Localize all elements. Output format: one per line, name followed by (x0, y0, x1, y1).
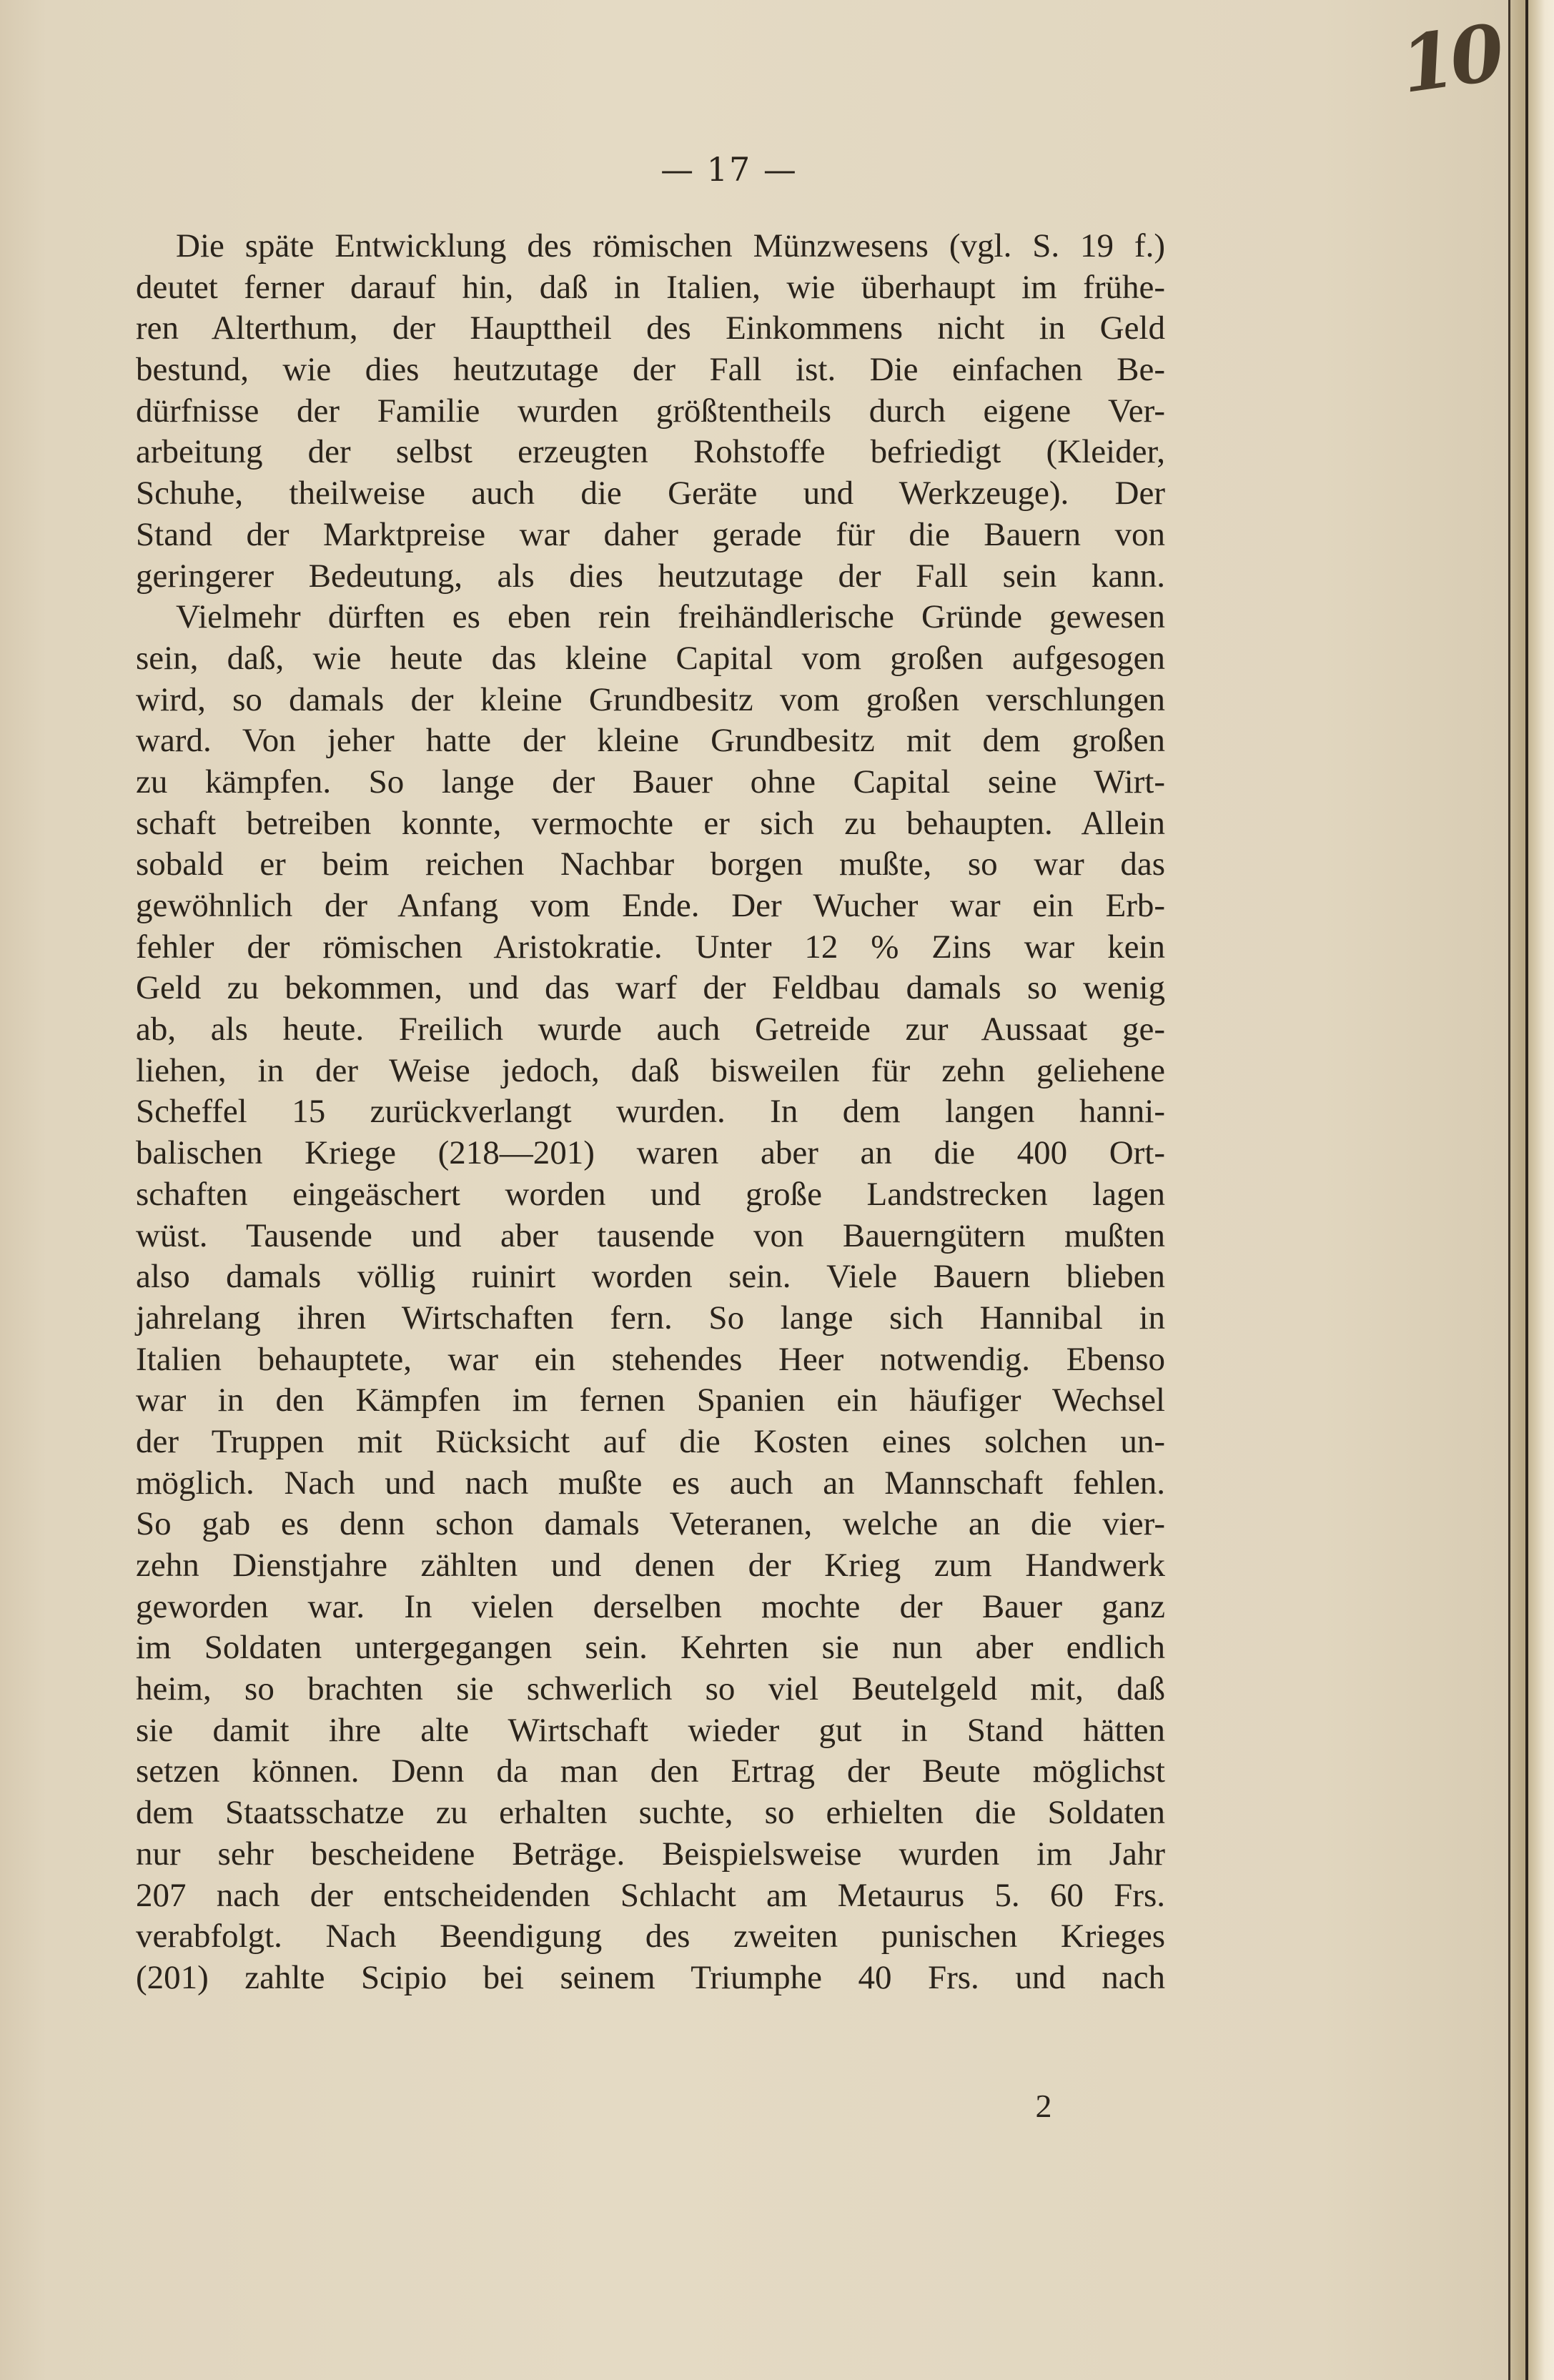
text-line: sobald er beim reichen Nachbar borgen mußte, so war das (136, 846, 1165, 883)
text-line: deutet ferner darauf hin, daß in Italien, wie überhaupt im frühe- (136, 268, 1165, 306)
text-line: Scheffel 15 zurückverlangt wurden. In dem langen hanni- (136, 1093, 1165, 1131)
text-line: im Soldaten untergegangen sein. Kehrten sie nun aber endlich (136, 1629, 1165, 1667)
body-text (136, 226, 1165, 1999)
text-line: jahrelang ihren Wirtschaften fern. So lange sich Hannibal in (136, 1299, 1165, 1337)
signature-mark: 2 (1035, 2088, 1052, 2124)
text-line: dem Staatsschatze zu erhalten suchte, so erhielten die Soldaten (136, 1794, 1165, 1832)
text-line: möglich. Nach und nach mußte es auch an Mannschaft fehlen. (136, 1464, 1165, 1502)
text-line: schaften eingeäschert worden und große Landstrecken lagen (136, 1175, 1165, 1213)
text-line: verabfolgt. Nach Beendigung des zweiten punischen Krieges (136, 1918, 1165, 1955)
text-line: geworden war. In vielen derselben mochte der Bauer ganz (136, 1587, 1165, 1625)
text-line: (201) zahlte Scipio bei seinem Triumphe 40 Frs. und nach (136, 1958, 1165, 1996)
text-line: zehn Dienstjahre zählten und denen der Krieg zum Handwerk (136, 1547, 1165, 1584)
page-header: — 17 — (660, 150, 798, 189)
text-line: heim, so brachten sie schwerlich so viel Beutelgeld mit, daß (136, 1670, 1165, 1708)
text-line: war in den Kämpfen im fernen Spanien ein häufiger Wechsel (136, 1382, 1165, 1419)
text-line: gewöhnlich der Anfang vom Ende. Der Wucher war ein Erb- (136, 887, 1165, 924)
text-line: Schuhe, theilweise auch die Geräte und Werkzeuge). Der (136, 475, 1165, 512)
text-line: So gab es denn schon damals Veteranen, welche an die vier- (136, 1505, 1165, 1543)
text-line: Die späte Entwicklung des römischen Münzwesens (vgl. S. 19 f.) (176, 227, 1165, 264)
text-line: also damals völlig ruinirt worden sein. Viele Bauern blieben (136, 1258, 1165, 1296)
text-line: wird, so damals der kleine Grundbesitz vom großen verschlungen (136, 680, 1165, 718)
text-line: setzen können. Denn da man den Ertrag der Beute möglichst (136, 1752, 1165, 1790)
text-line: ab, als heute. Freilich wurde auch Getreide zur Aussaat ge- (136, 1011, 1165, 1048)
text-line: schaft betreiben konnte, vermochte er sich zu behaupten. Allein (136, 804, 1165, 842)
text-line: Italien behauptete, war ein stehendes Heer notwendig. Ebenso (136, 1340, 1165, 1378)
page-edge-divider (1525, 0, 1528, 2380)
page-edge (1508, 0, 1554, 2380)
text-line: fehler der römischen Aristokratie. Unter 12 % Zins war kein (136, 928, 1165, 966)
text-line: 207 nach der entscheidenden Schlacht am Metaurus 5. 60 Frs. (136, 1876, 1165, 1914)
text-line: arbeitung der selbst erzeugten Rohstoffe befriedigt (Kleider, (136, 433, 1165, 471)
text-line: Vielmehr dürften es eben rein freihändlerische Gründe gewesen (176, 598, 1165, 636)
text-line: balischen Kriege (218—201) waren aber an die 400 Ort- (136, 1134, 1165, 1172)
text-line: nur sehr bescheidene Beträge. Beispielsweise wurden im Jahr (136, 1835, 1165, 1873)
text-line: dürfnisse der Familie wurden größtentheils durch eigene Ver- (136, 392, 1165, 430)
text-line: ward. Von jeher hatte der kleine Grundbesitz mit dem großen (136, 722, 1165, 760)
text-line: liehen, in der Weise jedoch, daß bisweilen für zehn geliehene (136, 1051, 1165, 1089)
text-line: zu kämpfen. So lange der Bauer ohne Capital seine Wirt- (136, 763, 1165, 800)
text-line: sie damit ihre alte Wirtschaft wieder gut in Stand hätten (136, 1711, 1165, 1749)
handwritten-folio-number: 10 (1395, 7, 1506, 111)
text-line: Geld zu bekommen, und das warf der Feldbau damals so wenig (136, 969, 1165, 1007)
text-line: Stand der Marktpreise war daher gerade für die Bauern von (136, 515, 1165, 553)
text-line: der Truppen mit Rücksicht auf die Kosten eines solchen un- (136, 1422, 1165, 1460)
text-line: geringerer Bedeutung, als dies heutzutage der Fall sein kann. (136, 557, 1165, 595)
text-line: wüst. Tausende und aber tausende von Bauerngütern mußten (136, 1216, 1165, 1254)
text-line: sein, daß, wie heute das kleine Capital vom großen aufgesogen (136, 639, 1165, 677)
text-line: ren Alterthum, der Haupttheil des Einkommens nicht in Geld (136, 309, 1165, 347)
text-line: bestund, wie dies heutzutage der Fall ist. Die einfachen Be- (136, 351, 1165, 389)
